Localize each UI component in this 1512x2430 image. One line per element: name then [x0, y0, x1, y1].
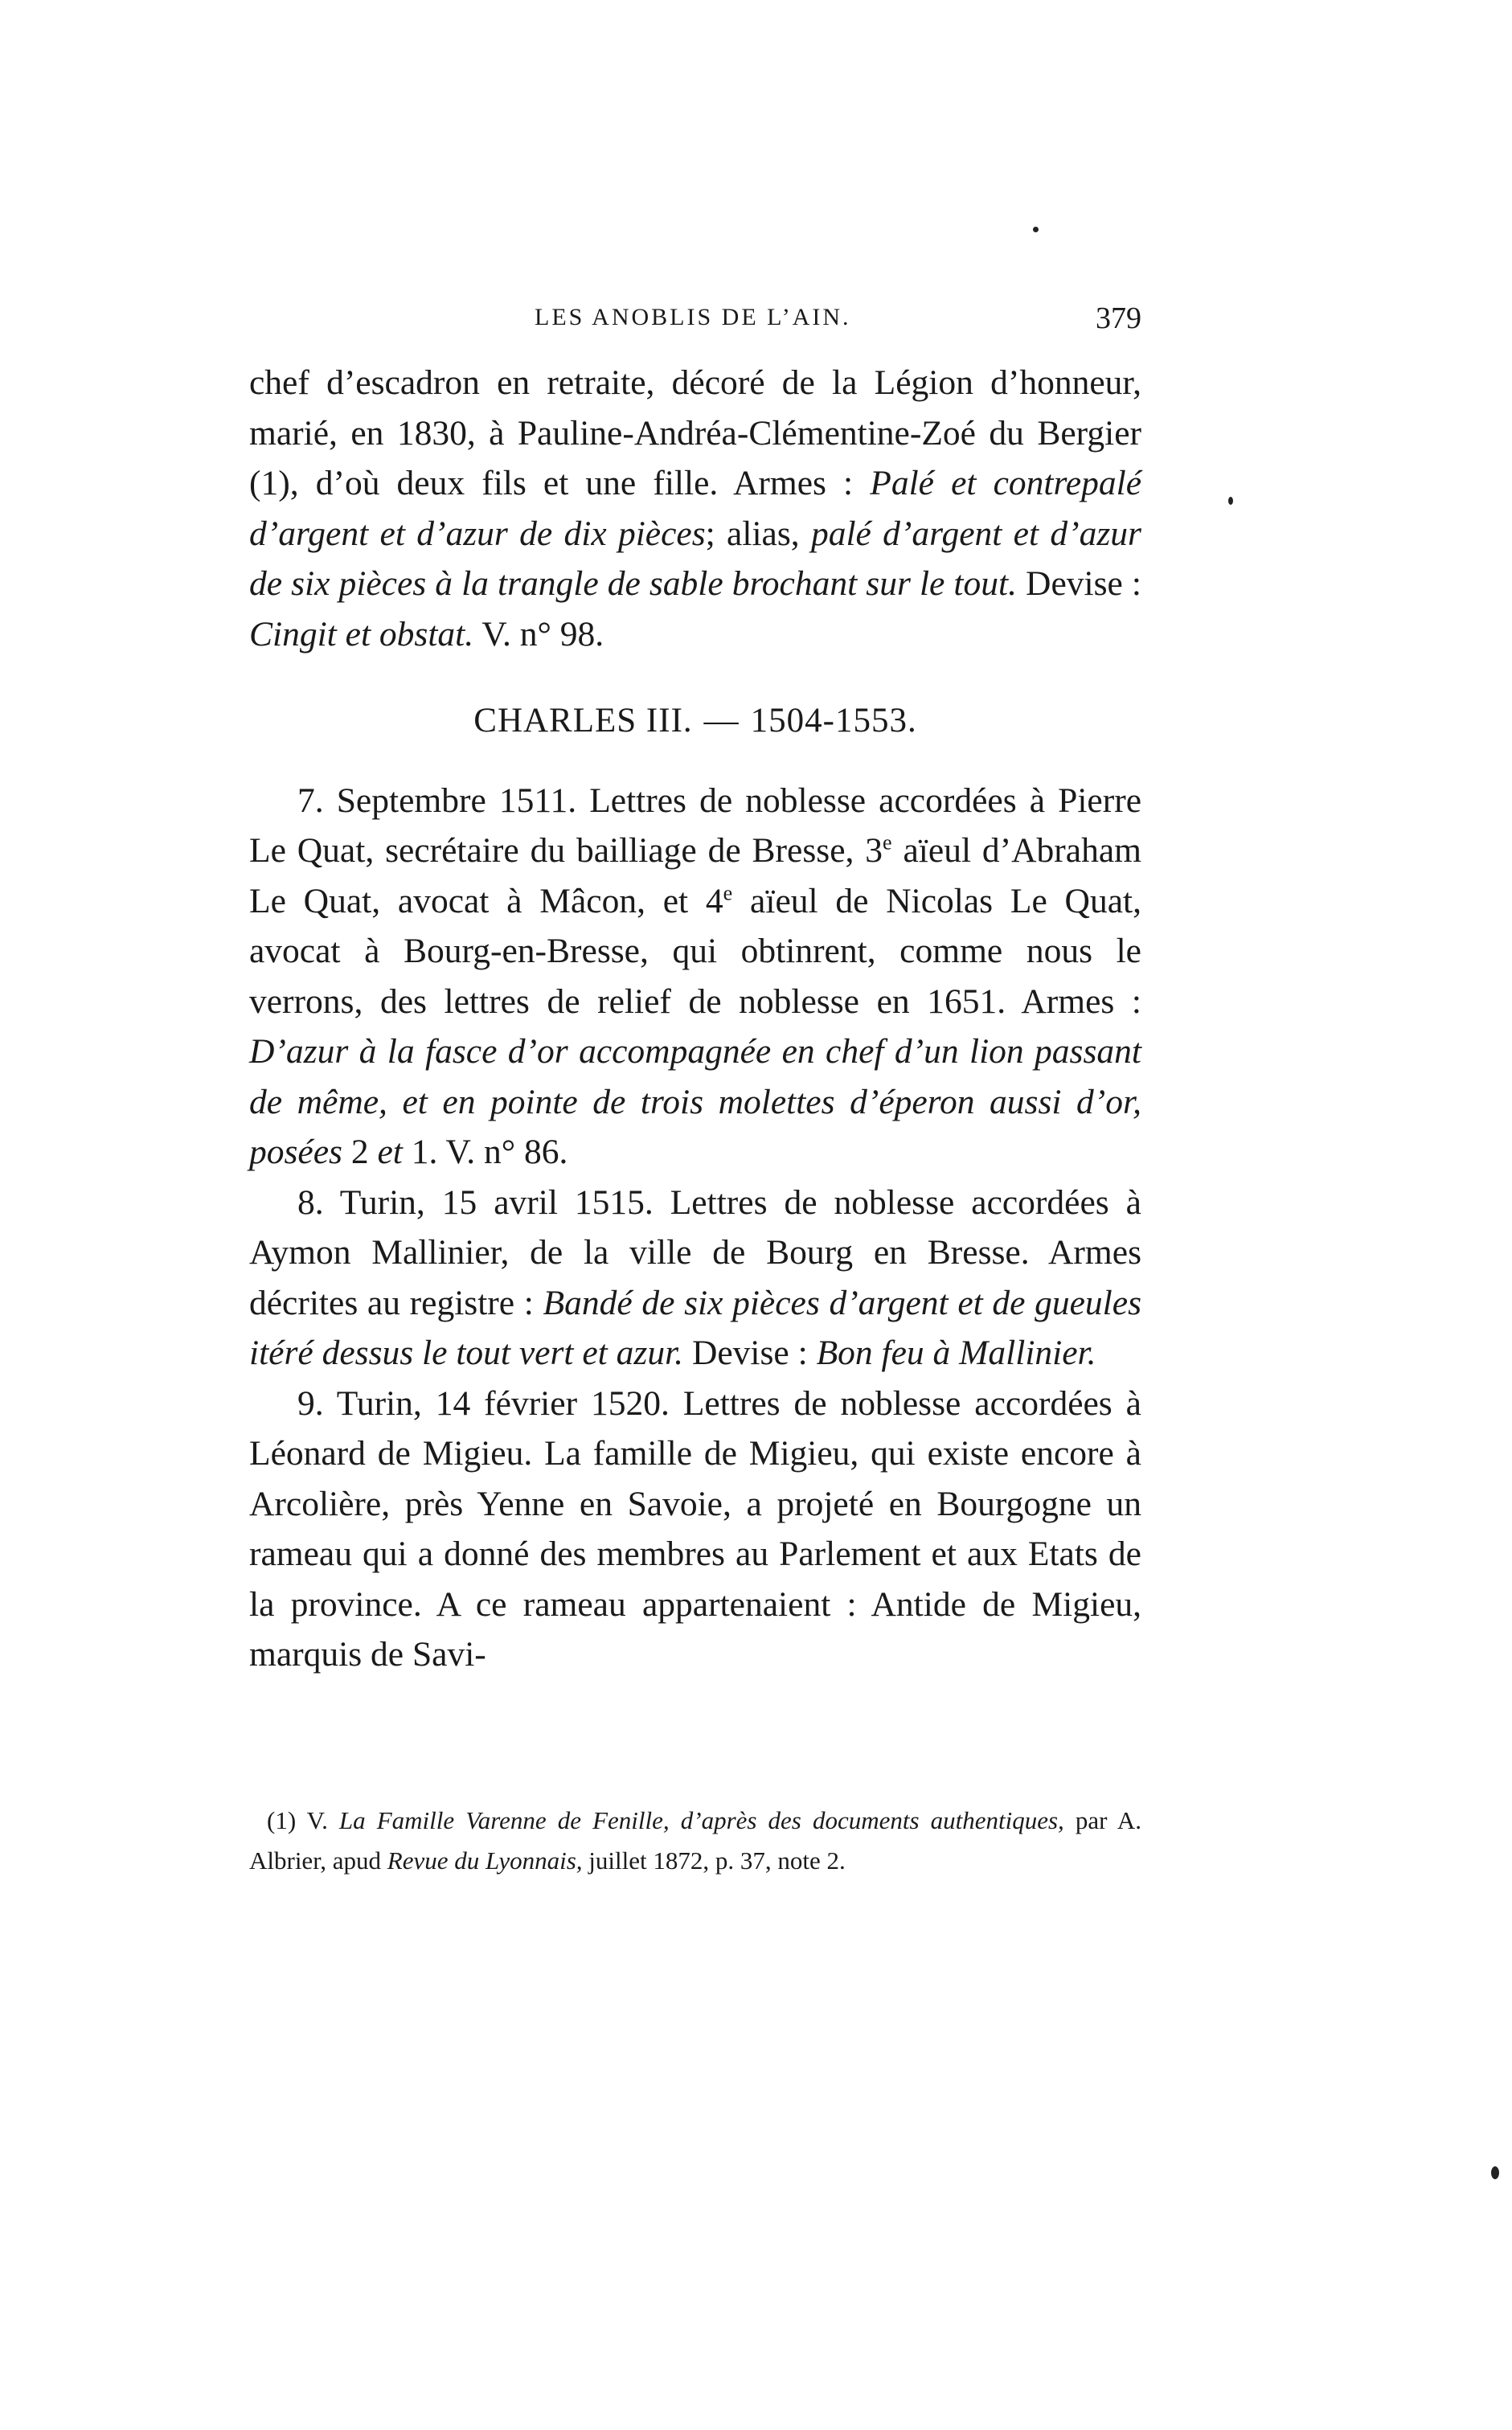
entry-7	[249, 776, 1141, 1178]
section-separator: —	[703, 702, 740, 740]
italic-run: palé d’argent et d’azur de six pièces à la trangle de sable brochant sur le tout.	[249, 514, 1141, 603]
text-run: (1) V.	[267, 1806, 339, 1834]
text-run: V. n° 98.	[473, 614, 604, 654]
text-run: 9. Turin, 14 février 1520. Lettres de noblesse accordées à Léonard de Migieu. La famille de Migieu, qui existe encore à Arcolière, près Yenne en Savoie, a projeté en Bourgogne un rameau qui a donné des membres au Parlement et aux Etats de la province. A ce rameau appartenaient : Antide de Migieu, marquis de Savi-	[249, 1383, 1141, 1674]
scan-speck	[1491, 2166, 1499, 2179]
page-number: 379	[1096, 301, 1141, 335]
text-run: aïeul d’Abraham Le Quat, avocat à Mâcon, et 4	[249, 831, 1141, 920]
text-run: 1. V. n° 86.	[402, 1133, 568, 1171]
section-heading	[249, 696, 1141, 747]
text-run: par A. Albrier, apud	[249, 1806, 1141, 1875]
entry-9	[249, 1379, 1141, 1680]
italic-run: Bandé de six pièces d’argent et de gueules itéré dessus le tout vert et azur.	[249, 1283, 1141, 1372]
italic-run: Palé et contrepalé d’argent et d’azur de dix pièces	[249, 464, 1142, 553]
text-run: Devise :	[1016, 564, 1141, 603]
scan-speck	[1033, 227, 1039, 232]
running-title: LES ANOBLIS DE L’AIN.	[535, 304, 851, 330]
text-run: 7. Septembre 1511. Lettres de noblesse accordées à Pierre Le Quat, secrétaire du bailliage de Bresse, 3	[249, 781, 1141, 870]
italic-run: Revue du Lyonnais,	[387, 1846, 583, 1875]
italic-run: Cingit et obstat.	[249, 614, 474, 654]
italic-run: et	[377, 1133, 403, 1171]
text-run: aïeul de Nicolas Le Quat, avocat à Bourg-en-Bresse, qui obtinrent, comme nous le verrons, des lettres de relief de noblesse en 1651. Armes :	[249, 881, 1141, 1021]
entry-8	[249, 1178, 1141, 1379]
section-years: 1504-1553.	[750, 702, 917, 740]
body-text	[249, 358, 1141, 1680]
section-title: CHARLES III.	[473, 702, 693, 740]
scan-speck	[1228, 497, 1233, 505]
paragraph-continuation	[249, 358, 1141, 659]
italic-run: D’azur à la fasce d’or accompagnée en chef d’un lion passant de même, et en pointe de trois molettes d’éperon aussi d’or, posées	[249, 1032, 1141, 1171]
running-head	[249, 301, 1141, 344]
text-run: Devise :	[683, 1334, 817, 1372]
text-run: 8. Turin, 15 avril 1515. Lettres de noblesse accordées à Aymon Mallinier, de la ville de Bourg en Bresse. Armes décrites au registre :	[249, 1182, 1141, 1322]
superscript: e	[883, 830, 892, 854]
italic-run: La Famille Varenne de Fenille, d’après des documents authentiques,	[338, 1806, 1064, 1834]
superscript: e	[723, 881, 733, 904]
text-run: chef d’escadron en retraite, décoré de la Légion d’honneur, marié, en 1830, à Pauline-Andréa-Clémentine-Zoé du Bergier (1), d’où deux fils et une fille. Armes :	[249, 363, 1141, 502]
text-run: juillet 1872, p. 37, note 2.	[582, 1846, 846, 1875]
italic-run: Bon feu à Mallinier.	[816, 1334, 1096, 1372]
footnotes	[249, 1801, 1141, 1881]
text-run: 2	[342, 1133, 378, 1171]
footnote-1	[249, 1801, 1141, 1881]
text-run: ; alias,	[705, 514, 811, 553]
